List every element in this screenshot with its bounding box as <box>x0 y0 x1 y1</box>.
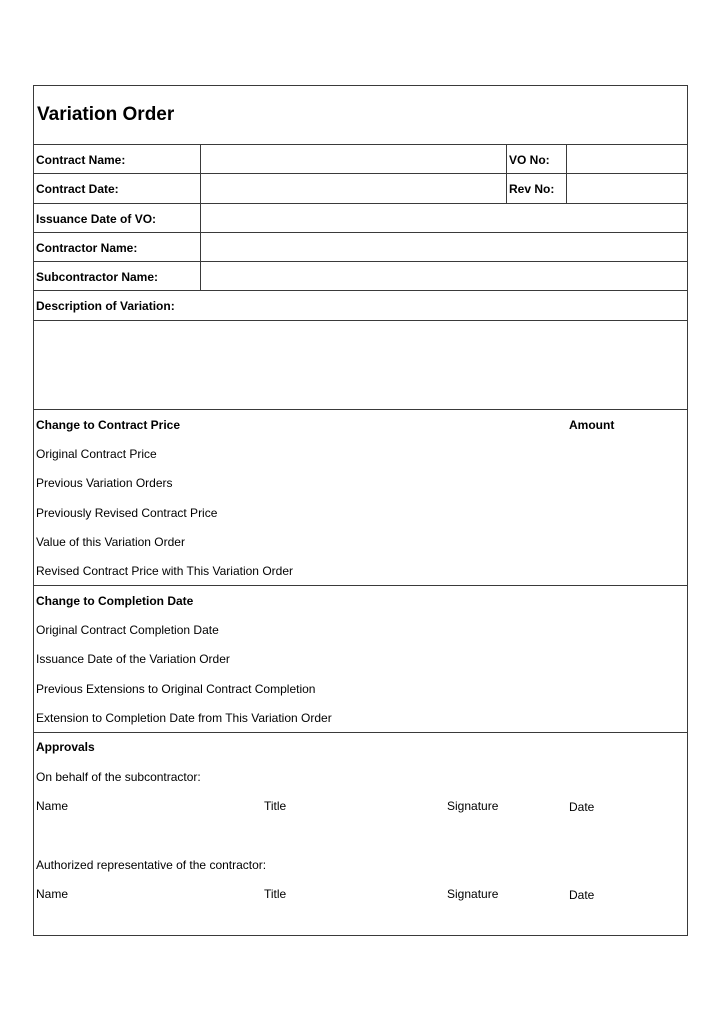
subcontractor-name-label: Subcontractor Name: <box>36 270 159 284</box>
divider <box>566 144 567 203</box>
divider <box>34 203 687 204</box>
contractor-approval-label: Authorized representative of the contractor: <box>36 858 267 872</box>
contractor-name-input[interactable] <box>202 234 686 261</box>
name-label: Name <box>36 887 69 901</box>
vo-no-input[interactable] <box>568 146 686 173</box>
form-title: Variation Order <box>37 104 175 125</box>
previously-revised-price-amount[interactable] <box>534 499 684 526</box>
contract-name-input[interactable] <box>202 146 505 173</box>
divider <box>506 144 507 203</box>
divider <box>200 144 201 290</box>
vo-no-label: VO No: <box>509 153 550 167</box>
variation-order-form <box>33 85 688 936</box>
contract-name-label: Contract Name: <box>36 153 126 167</box>
divider <box>34 409 687 410</box>
rev-no-input[interactable] <box>568 175 686 202</box>
subcontractor-name-input[interactable] <box>202 263 686 290</box>
contract-date-input[interactable] <box>202 175 505 202</box>
value-this-vo-label: Value of this Variation Order <box>36 535 185 549</box>
divider <box>34 732 687 733</box>
amount-header: Amount <box>569 418 615 432</box>
rev-no-label: Rev No: <box>509 182 555 196</box>
divider <box>34 232 687 233</box>
revised-contract-price-label: Revised Contract Price with This Variation Order <box>36 564 293 578</box>
description-textarea[interactable] <box>36 324 686 407</box>
contract-date-label: Contract Date: <box>36 182 119 196</box>
name-label: Name <box>36 799 69 813</box>
previous-variation-orders-amount[interactable] <box>534 469 684 496</box>
description-label: Description of Variation: <box>36 299 175 313</box>
date-label: Date <box>569 800 595 814</box>
divider <box>34 320 687 321</box>
subcontractor-approval-label: On behalf of the subcontractor: <box>36 770 201 784</box>
divider <box>34 290 687 291</box>
divider <box>34 585 687 586</box>
divider <box>34 261 687 262</box>
approvals-heading: Approvals <box>36 740 95 754</box>
completion-row-label: Issuance Date of the Variation Order <box>36 652 230 666</box>
date-label: Date <box>569 888 595 902</box>
value-this-vo-amount[interactable] <box>534 528 684 555</box>
issuance-date-input[interactable] <box>202 205 686 232</box>
completion-row-label: Extension to Completion Date from This Variation Order <box>36 711 332 725</box>
original-contract-price-amount[interactable] <box>534 440 684 467</box>
completion-row-label: Original Contract Completion Date <box>36 623 219 637</box>
divider <box>34 173 687 174</box>
signature-label: Signature <box>447 887 499 901</box>
original-contract-price-label: Original Contract Price <box>36 447 157 461</box>
contract-price-heading: Change to Contract Price <box>36 418 181 432</box>
divider <box>34 144 687 145</box>
signature-label: Signature <box>447 799 499 813</box>
contractor-name-label: Contractor Name: <box>36 241 138 255</box>
title-label: Title <box>264 887 287 901</box>
previous-variation-orders-label: Previous Variation Orders <box>36 476 173 490</box>
title-label: Title <box>264 799 287 813</box>
revised-contract-price-amount[interactable] <box>534 557 684 584</box>
completion-row-label: Previous Extensions to Original Contract Completion <box>36 682 316 696</box>
completion-date-heading: Change to Completion Date <box>36 594 194 608</box>
issuance-date-label: Issuance Date of VO: <box>36 212 157 226</box>
previously-revised-price-label: Previously Revised Contract Price <box>36 506 218 520</box>
